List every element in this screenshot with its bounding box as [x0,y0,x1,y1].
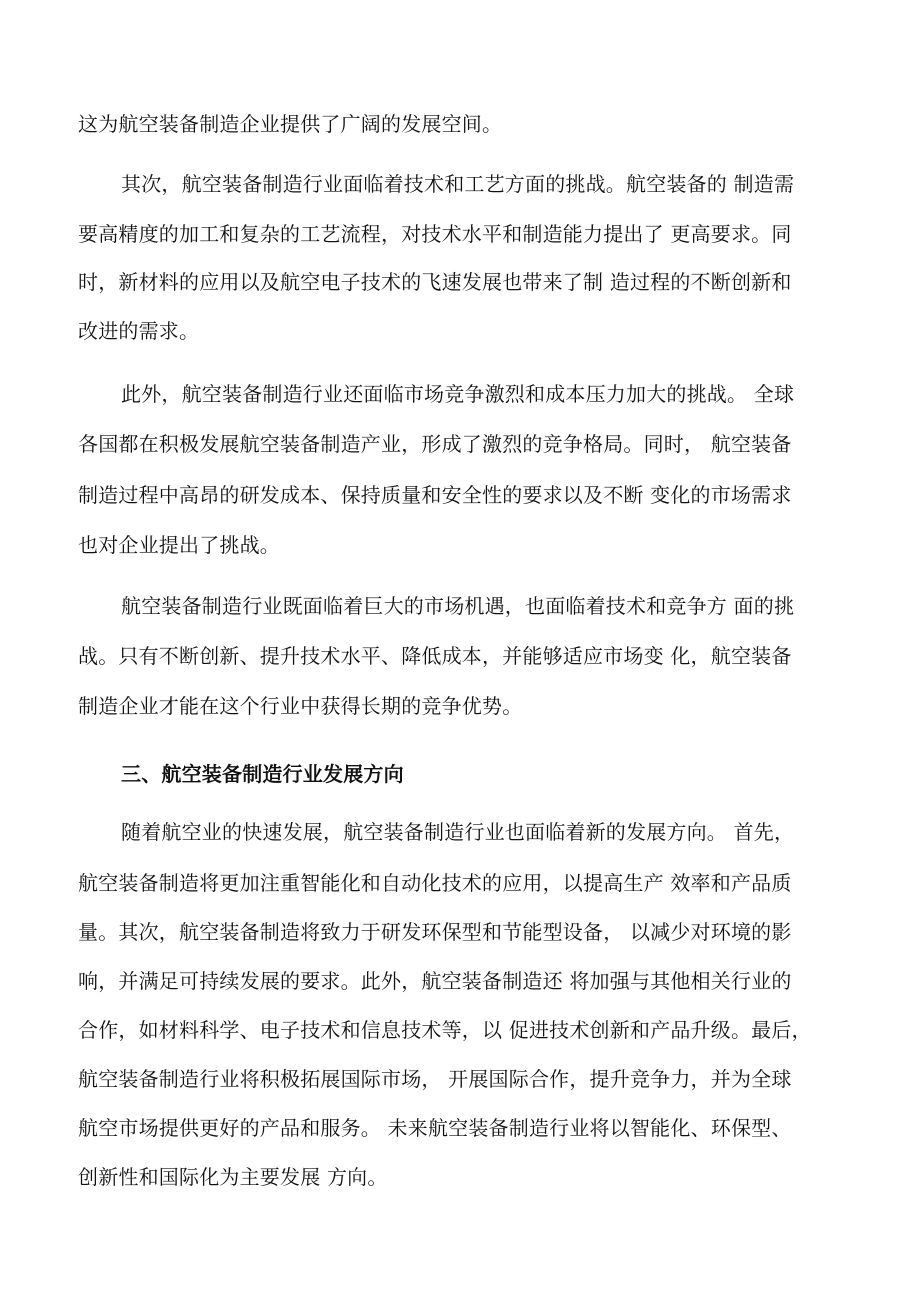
paragraph-line: 战。只有不断创新、提升技术水平、降低成本，并能够适应市场变 化，航空装备 [78,644,792,668]
paragraph-line: 航空市场提供更好的产品和服务。 未来航空装备制造行业将以智能化、环保型、 [78,1116,792,1140]
paragraph-line: 航空装备制造将更加注重智能化和自动化技术的应用，以提高生产 效率和产品质 [78,871,792,895]
paragraph-line: 航空装备制造行业既面临着巨大的市场机遇，也面临着技术和竞争方 面的挑 [121,594,795,618]
paragraph-line: 也对企业提出了挑战。 [78,533,280,557]
paragraph-line: 量。其次，航空装备制造将致力于研发环保型和节能型设备， 以减少对环境的影 [78,920,792,944]
paragraph-line: 这为航空装备制造企业提供了广阔的发展空间。 [78,112,503,136]
paragraph-line: 要高精度的加工和复杂的工艺流程，对技术水平和制造能力提出了 更高要求。同 [78,222,792,246]
paragraph-line: 航空装备制造行业将积极拓展国际市场， 开展国际合作，提升竞争力，并为全球 [78,1067,792,1091]
paragraph-line: 各国都在积极发展航空装备制造产业，形成了激烈的竞争格局。同时， 航空装备 [78,432,792,456]
paragraph-line: 创新性和国际化为主要发展 方向。 [78,1165,388,1189]
paragraph-line: 时，新材料的应用以及航空电子技术的飞速发展也带来了制 造过程的不断创新和 [78,270,792,294]
paragraph-line: 此外，航空装备制造行业还面临市场竞争激烈和成本压力加大的挑战。 全球 [121,382,795,406]
paragraph-line: 随着航空业的快速发展，航空装备制造行业也面临着新的发展方向。 首先， [121,820,795,844]
paragraph-line: 改进的需求。 [78,319,200,343]
paragraph-line: 其次，航空装备制造行业面临着技术和工艺方面的挑战。航空装备的 制造需 [121,172,795,196]
paragraph-line: 合作，如材料科学、电子技术和信息技术等，以 促进技术创新和产品升级。最后， [78,1018,812,1042]
paragraph-line: 制造过程中高昂的研发成本、保持质量和安全性的要求以及不断 变化的市场需求 [78,483,792,507]
paragraph-line: 制造企业才能在这个行业中获得长期的竞争优势。 [78,694,523,718]
section-heading: 三、航空装备制造行业发展方向 [121,762,404,786]
paragraph-line: 响，并满足可持续发展的要求。此外，航空装备制造还 将加强与其他相关行业的 [78,969,792,993]
